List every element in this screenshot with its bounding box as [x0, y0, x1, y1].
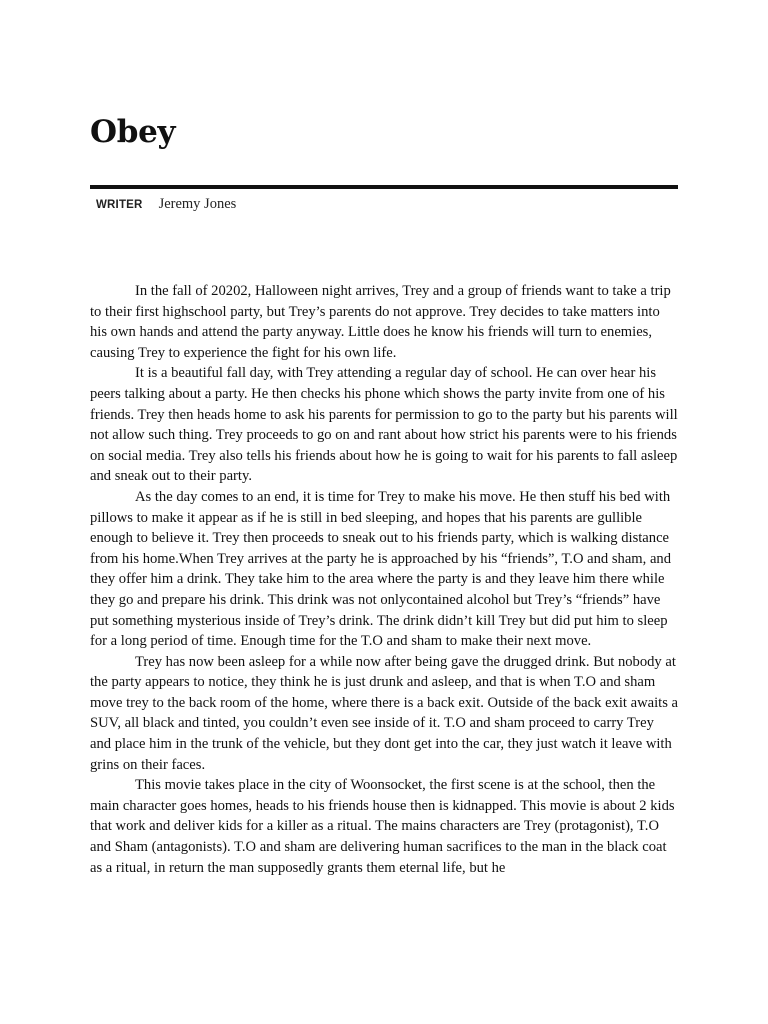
title-divider [90, 185, 678, 189]
paragraph: It is a beautiful fall day, with Trey attending a regular day of school. He can over hear his peers talking about a party. He then checks his phone which shows the party invite from one of his friends. Trey then heads home to ask his parents for permission to go to the party but his parents will not allow such thing. Trey proceeds to go on and rant about how strict his parents were to his friends on social media. Trey also tells his friends about how he is going to wait for his parents to fall asleep and sneak out to their party. [90, 365, 678, 485]
byline [96, 196, 236, 216]
byline-label: WRITER [96, 199, 143, 211]
paragraph: In the fall of 20202, Halloween night arrives, Trey and a group of friends want to take a trip to their first highschool party, but Trey’s parents do not approve. Trey decides to take matters into his own hands and attend the party anyway. Little does he know his friends will turn to enemies, causing Trey to experience the fight for his own life. [90, 283, 671, 361]
paragraph: Trey has now been asleep for a while now after being gave the drugged drink. But nobody at the party appears to notice, they think he is just drunk and asleep, and that is when T.O and sham move trey to the back room of the home, where there is a back exit. Outside of the back exit awaits a SUV, all black and tinted, you couldn’t even see inside of it. T.O and sham proceed to carry Trey and place him in the trunk of the vehicle, but they dont get into the car, they just watch it leave with grins on their faces. [90, 653, 679, 773]
author-name: Jeremy Jones [158, 196, 237, 212]
body-text [90, 281, 678, 878]
paragraph: As the day comes to an end, it is time for Trey to make his move. He then stuff his bed with pillows to make it appear as if he is still in bed sleeping, and hopes that his parents are gullible enough to believe it. Trey then proceeds to sneak out to his friends party, which is walking distance from his home.When Trey arrives at the party he is approached by his “friends”, T.O and sham, and they offer him a drink. They take him to the area where the party is and they leave him there while they go and prepare his drink. This drink was not onlycontained alcohol but Trey’s “friends” have put something mysterious inside of Trey’s drink. The drink didn’t kill Trey but did put him to sleep for a long period of time. Enough time for the T.O and sham to make their next move. [90, 488, 672, 650]
paragraph: This movie takes place in the city of Woonsocket, the first scene is at the school, then the main character goes homes, heads to his friends house then is kidnapped. This movie is about 2 kids that work and deliver kids for a killer as a ritual. The mains characters are Trey (protagonist), T.O and Sham (antagonists). T.O and sham are delivering human sacrifices to the man in the black coat as a ritual, in return the man supposedly grants them eternal life, but he [90, 777, 675, 876]
document-title: Obey [90, 114, 176, 150]
